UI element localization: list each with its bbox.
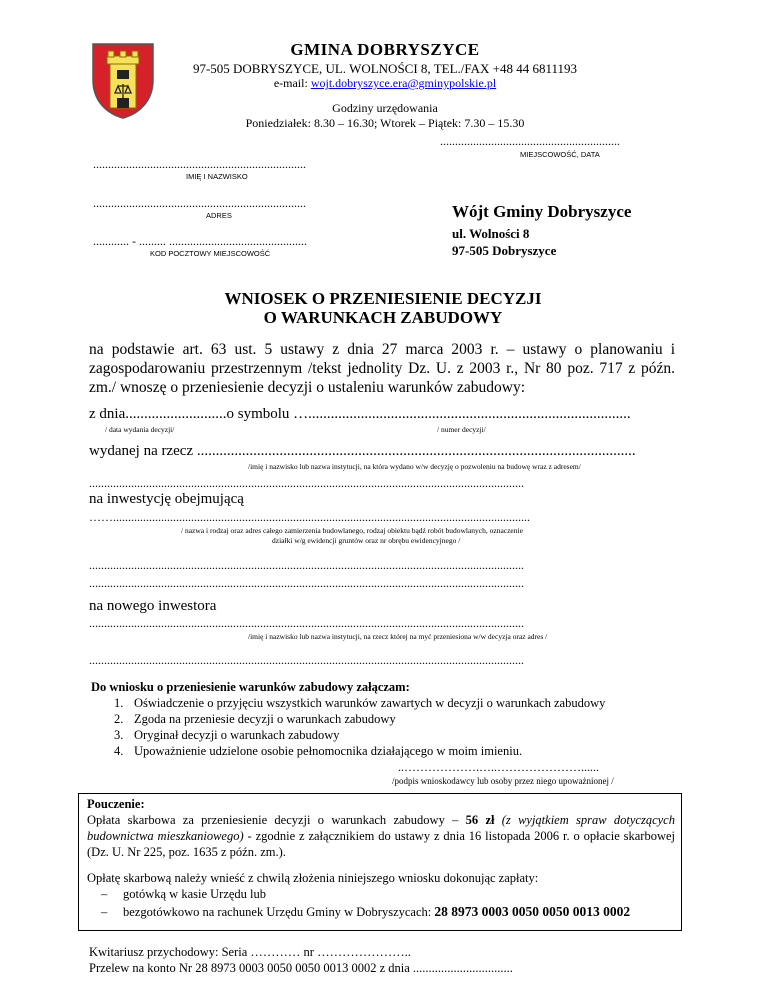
investment-extra-line-1[interactable]: ................................................................................................................................................. (89, 558, 524, 572)
signature-field[interactable]: ..……………….…..…………………...... (398, 760, 599, 774)
investment-field[interactable]: ……........................................................................................................................................... (89, 510, 530, 524)
new-investor-field[interactable]: ................................................................................................................................................. (89, 616, 524, 630)
applicant-name-field[interactable]: ....................................................................... (93, 157, 306, 171)
header-email-line (160, 76, 610, 91)
receipt-line: Kwitariusz przychodowy: Seria ………… nr ………………….. (89, 945, 411, 959)
attachment-item: 3. Oryginał decyzji o warunkach zabudowy (114, 728, 340, 742)
payment-intro: Opłatę skarbową należy wnieść z chwilą złożenia niniejszego wniosku dokonując zapłaty: (87, 871, 539, 885)
postal-code-city-field[interactable]: ............ - ......... .............................................. (93, 234, 307, 248)
attachments-list (114, 695, 605, 759)
payment-option-transfer: – bezgotówkowo na rachunek Urzędu Gminy w Dobryszycach: 28 8973 0003 0050 0050 0013 0002 (101, 904, 631, 919)
office-hours: Poniedziałek: 8.30 – 16.30; Wtorek – Piątek: 7.30 – 15.30 (245, 116, 525, 130)
date-hint: / data wydania decyzji/ (105, 425, 175, 434)
office-hours-title: Godziny urzędowania (332, 101, 438, 115)
payment-option-cash: – gotówką w kasie Urzędu lub (101, 887, 267, 901)
intro-paragraph: na podstawie art. 63 ust. 5 ustawy z dnia 27 marca 2003 r. – ustawy o planowaniu i zagospodarowaniu przestrzennym /tekst jednolity Dz. U. z 2003 r., Nr 80 poz. 717 z późn. zm./ wnoszę o przeniesienie decyzji o ustaleniu warunków zabudowy: (89, 341, 675, 396)
recipient-city: 97-505 Dobryszyce (452, 243, 557, 258)
attachments-title: Do wniosku o przeniesienie warunków zabudowy załączam: (91, 680, 410, 694)
transfer-line: Przelew na konto Nr 28 8973 0003 0050 0050 0013 0002 z dnia ................................ (89, 961, 513, 975)
attachment-item: 2. Zgoda na przeniesie decyzji o warunkach zabudowy (114, 712, 396, 726)
bank-account-number: 28 8973 0003 0050 0050 0013 0002 (434, 904, 631, 919)
notice-title: Pouczenie: (87, 797, 145, 811)
notice-text: Opłata skarbowa za przeniesienie decyzji o warunkach zabudowy – 56 zł (z wyjątkiem spraw dotyczących budownictwa mieszkaniowego) - zgodnie z załącznikiem do ustawy z dnia 16 listopada 2006 r. o opłacie skarbowej (Dz. U. Nr 225, poz. 1635 z późn. zm.). (87, 813, 676, 859)
investment-hint-2: działki w/g ewidencji gruntów oraz nr obrębu ewidencyjnego / (272, 536, 461, 545)
place-date-field[interactable]: ............................................................ (440, 134, 620, 148)
notice-box (78, 793, 682, 931)
place-date-label: MIEJSCOWOŚĆ, DATA (520, 150, 600, 159)
form-title-line2: O WARUNKACH ZABUDOWY (263, 308, 503, 327)
applicant-address-label: ADRES (206, 211, 232, 220)
new-investor-extra-line[interactable]: ................................................................................................................................................. (89, 653, 524, 667)
applicant-address-field[interactable]: ....................................................................... (93, 196, 306, 210)
header-address: 97-505 DOBRYSZYCE, UL. WOLNOŚCI 8, TEL./FAX +48 44 6811193 (192, 61, 578, 76)
header-title: GMINA DOBRYSZYCE (290, 40, 480, 59)
applicant-name-label: IMIĘ I NAZWISKO (186, 172, 248, 181)
issued-for-extra-line[interactable]: ................................................................................................................................................. (89, 476, 524, 490)
coat-of-arms-logo (88, 40, 158, 120)
signature-label: /podpis wnioskodawcy lub osoby przez niego upoważnionej / (392, 776, 614, 786)
email-link[interactable]: wojt.dobryszyce.era@gminypolskie.pl (310, 76, 497, 90)
attachment-item: 1. Oświadczenie o przyjęciu wszystkich warunków zawartych w decyzji o warunkach zabudowy (114, 696, 606, 710)
recipient-title: Wójt Gminy Dobryszyce (452, 202, 632, 221)
new-investor-hint: /imię i nazwisko lub nazwa instytucji, na rzecz której na myć przeniesiona w/w decyzja oraz adres / (248, 632, 548, 641)
attachment-item: 4. Upoważnienie udzielone osobie pełnomocnika działającego w moim imieniu. (114, 744, 523, 758)
form-title-line1: WNIOSEK O PRZENIESIENIE DECYZJI (224, 289, 542, 308)
investment-extra-line-2[interactable]: ................................................................................................................................................. (89, 576, 524, 590)
postal-code-city-label: KOD POCZTOWY MIEJSCOWOŚĆ (150, 249, 271, 258)
recipient-street: ul. Wolności 8 (452, 226, 530, 241)
investment-label: na inwestycję obejmującą (89, 491, 244, 507)
email-label: e-mail: (273, 76, 311, 90)
issued-for-field[interactable]: wydanej na rzecz ..................................................................................................................... (89, 443, 636, 459)
new-investor-label: na nowego inwestora (89, 598, 217, 614)
symbol-hint: / numer decyzji/ (437, 425, 486, 434)
investment-hint-1: / nazwa i rodzaj oraz adres całego zamierzenia budowlanego, rodzaj obiektu bądź robót budowlanych, oznaczenie (181, 526, 523, 535)
issued-for-hint: /imię i nazwisko lub nazwa instytucji, na która wydano w/w decyzję o pozwoleniu na budowę wraz z adresem/ (248, 462, 581, 471)
date-symbol-field[interactable]: z dnia...........................o symbolu …...................................................................................... (89, 406, 631, 422)
